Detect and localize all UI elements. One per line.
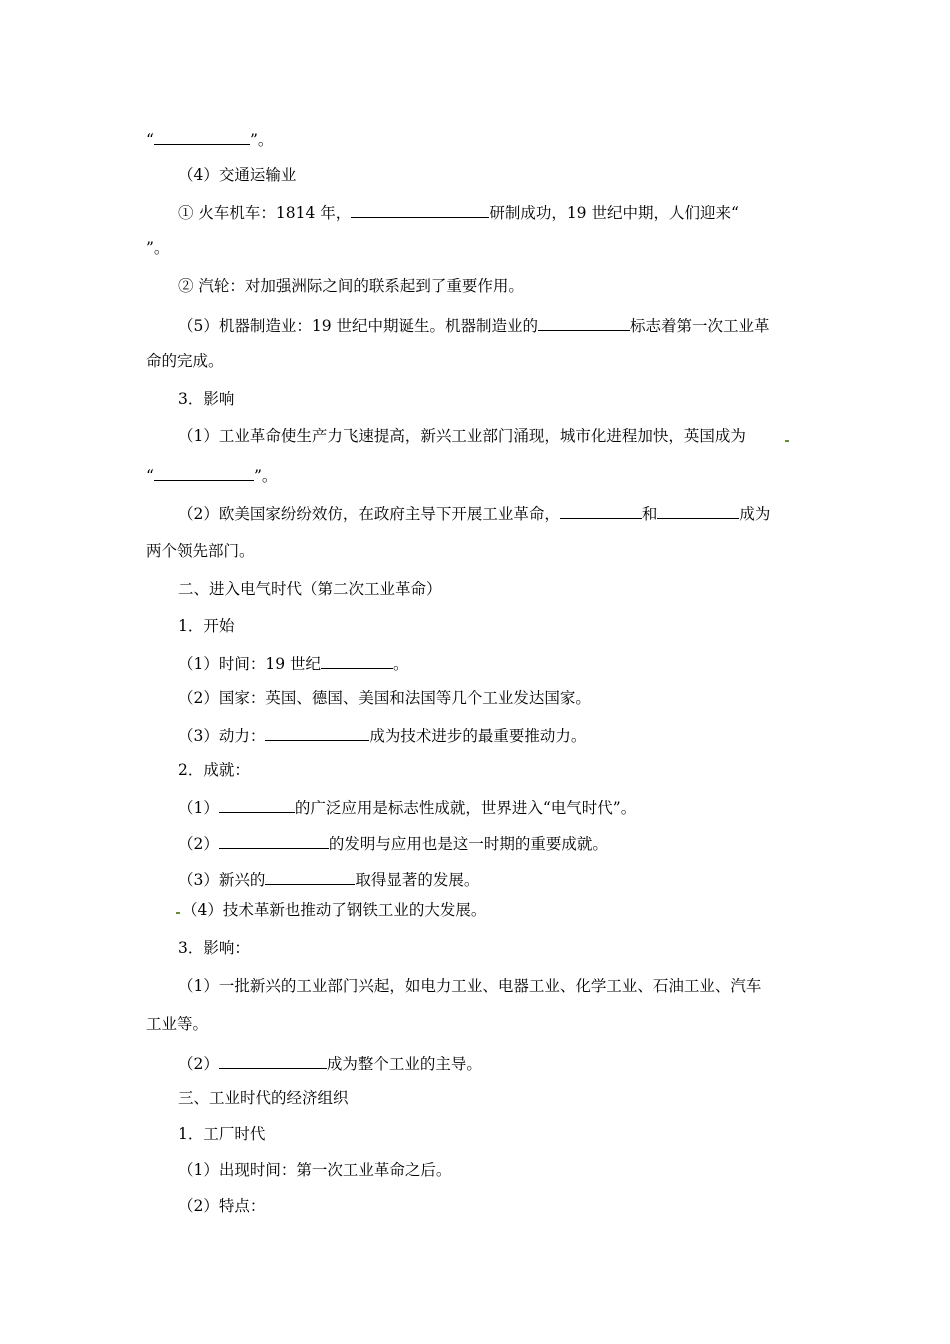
text-line: （4）技术革新也推动了钢铁工业的大发展。 (182, 901, 487, 919)
fill-blank[interactable] (538, 314, 630, 331)
stray-mark (176, 912, 180, 914)
section-heading: 三、工业时代的经济组织 (178, 1089, 349, 1107)
text-line: （3）新兴的 取得显著的发展。 (178, 868, 479, 890)
text-line: 两个领先部门。 (146, 542, 255, 560)
section-heading: 1．工厂时代 (178, 1125, 266, 1143)
fill-blank[interactable] (219, 1052, 327, 1069)
text-line: （1）出现时间：第一次工业革命之后。 (178, 1161, 452, 1179)
text-line: （2）特点： (178, 1197, 266, 1215)
text-line: 工业等。 (146, 1015, 209, 1033)
text-line: “ ”。 (146, 128, 273, 150)
section-heading: （4）交通运输业 (178, 166, 297, 184)
text-line: （2）欧美国家纷纷效仿，在政府主导下开展工业革命， 和 成为 (178, 502, 770, 524)
text-line: （1）工业革命使生产力飞速提高，新兴工业部门涌现，城市化进程加快，英国成为 (178, 427, 746, 445)
text-line: （1）时间：19 世纪 。 (178, 652, 409, 674)
fill-blank[interactable] (560, 502, 642, 519)
section-heading: 3．影响 (178, 390, 235, 408)
fill-blank[interactable] (657, 502, 739, 519)
text-line: “ ”。 (146, 464, 277, 486)
fill-blank[interactable] (154, 128, 250, 145)
fill-blank[interactable] (154, 464, 254, 481)
text-line: （2） 成为整个工业的主导。 (178, 1052, 482, 1074)
text-line: 命的完成。 (146, 352, 224, 370)
text-line: （2） 的发明与应用也是这一时期的重要成就。 (178, 832, 608, 854)
text-line: ① 火车机车：1814 年， 研制成功，19 世纪中期，人们迎来“ (178, 201, 739, 223)
stray-mark (785, 440, 789, 442)
text-line: （3）动力： 成为技术进步的最重要推动力。 (178, 724, 586, 746)
text-line: （2）国家：英国、德国、美国和法国等几个工业发达国家。 (178, 689, 591, 707)
text-line: （1）一批新兴的工业部门兴起，如电力工业、电器工业、化学工业、石油工业、汽车 (178, 977, 762, 995)
section-heading: 3．影响： (178, 939, 250, 957)
fill-blank[interactable] (219, 796, 295, 813)
fill-blank[interactable] (351, 201, 489, 218)
text-line: （1） 的广泛应用是标志性成就，世界进入“电气时代”。 (178, 796, 636, 818)
fill-blank[interactable] (265, 868, 355, 885)
fill-blank[interactable] (321, 652, 393, 669)
fill-blank[interactable] (219, 832, 329, 849)
section-heading: 1．开始 (178, 617, 235, 635)
fill-blank[interactable] (265, 724, 369, 741)
section-heading: 2．成就： (178, 761, 250, 779)
text-line: ② 汽轮：对加强洲际之间的联系起到了重要作用。 (178, 277, 524, 295)
section-heading: 二、进入电气时代（第二次工业革命） (178, 580, 442, 598)
text-line: ”。 (146, 239, 170, 257)
text-line: （5）机器制造业：19 世纪中期诞生。机器制造业的 标志着第一次工业革 (178, 314, 770, 336)
